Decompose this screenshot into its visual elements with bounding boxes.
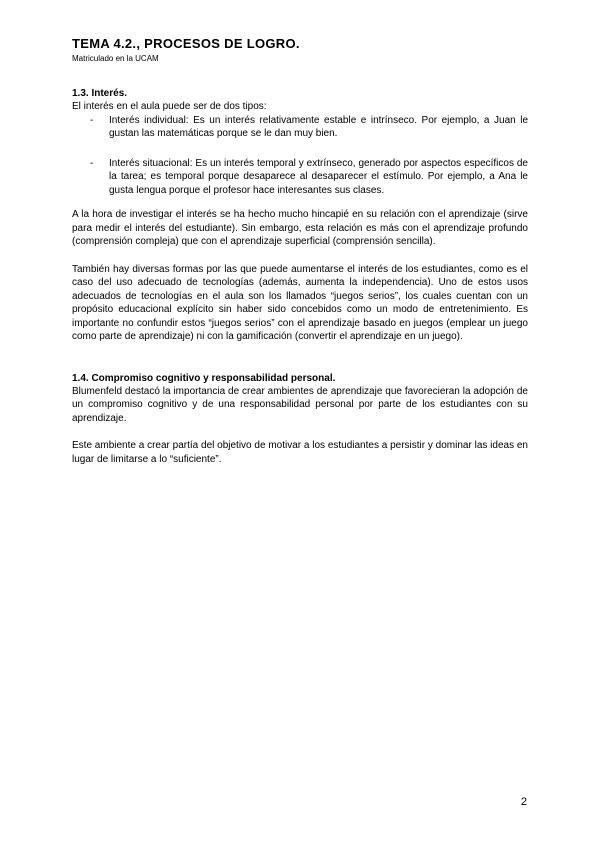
list-item: - Interés individual: Es un interés relativamente estable e intrínseco. Por ejemplo, a Juan le gustan las matemáticas porque se le dan muy bien. xyxy=(109,114,528,141)
document-title: TEMA 4.2., PROCESOS DE LOGRO. xyxy=(72,36,300,51)
section-heading-compromiso: 1.4. Compromiso cognitivo y responsabilidad personal. xyxy=(72,372,336,384)
interest-types-list xyxy=(72,114,528,198)
page-number: 2 xyxy=(520,796,527,808)
paragraph: También hay diversas formas por las que puede aumentarse el interés de los estudiantes, como es el caso del uso adecuado de tecnologías (además, aumenta la independencia). Uno de estos usos adecuados de tecnologías en el aula son los llamados “juegos serios”, los cuales cuentan con un propósito educacional explícito sin haber sido concebidos como un modo de entretenimiento. Es importante no confundir estos “juegos serios” con el aprendizaje basado en juegos (emplear un juego como parte de aprendizaje) ni con la gamificación (convertir el aprendizaje en un juego). xyxy=(72,263,528,342)
paragraph: Blumenfeld destacó la importancia de crear ambientes de aprendizaje que favorecieran la adopción de un compromiso cognitivo y de una responsabilidad personal por parte de los estudiantes con su aprendizaje. xyxy=(72,385,528,424)
document-page xyxy=(72,36,528,466)
paragraph: A la hora de investigar el interés se ha hecho mucho hincapié en su relación con el aprendizaje (sirve para medir el interés del estudiante). Sin embargo, esta relación es más con el aprendizaje profundo (comprensión compleja) que con el aprendizaje superficial (comprensión sencilla). xyxy=(72,209,528,247)
list-item: - Interés situacional: Es un interés temporal y extrínseco, generado por aspectos específicos de la tarea; es temporal porque desaparece al desaparecer el estímulo. Por ejemplo, a Ana le gusta lengua porque el profesor hace interesantes sus clases. xyxy=(109,157,528,198)
section-intro: El interés en el aula puede ser de dos tipos: xyxy=(72,101,267,112)
document-subtitle: Matriculado en la UCAM xyxy=(72,54,159,63)
section-heading-interes: 1.3. Interés. xyxy=(72,88,128,99)
paragraph: Este ambiente a crear partía del objetivo de motivar a los estudiantes a persistir y dominar las ideas en lugar de limitarse a lo “suficiente”. xyxy=(72,440,528,465)
